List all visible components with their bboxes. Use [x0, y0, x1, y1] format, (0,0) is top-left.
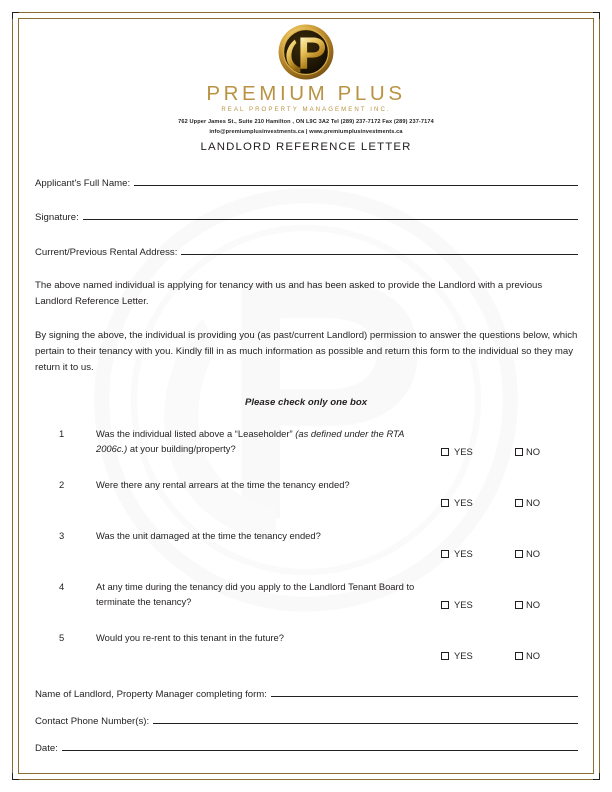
- intro-paragraph-1: The above named individual is applying for tenancy with us and has been asked to provide the Landlord with a previous Landlord Reference Letter.: [35, 280, 543, 308]
- field-label: Name of Landlord, Property Manager completing form:: [35, 689, 267, 700]
- answer-label-no: NO: [526, 446, 541, 457]
- answer-no-q4[interactable]: [515, 597, 540, 612]
- answer-label-yes: YES: [454, 497, 473, 508]
- answer-yes-q4[interactable]: [441, 597, 473, 612]
- field-write-line[interactable]: [83, 210, 578, 220]
- answer-yes-q2[interactable]: [441, 495, 473, 510]
- field-label: Date:: [35, 743, 58, 754]
- field-write-line[interactable]: [153, 714, 578, 724]
- question-number: 1: [59, 428, 65, 439]
- answer-label-no: NO: [526, 548, 541, 559]
- question-text-after: at your building/property?: [127, 443, 236, 455]
- checkbox-yes-icon[interactable]: [441, 448, 449, 456]
- field-label: Signature:: [35, 212, 79, 223]
- field-contact-phone-numbers[interactable]: [35, 714, 578, 727]
- field-applicant-full-name[interactable]: [35, 176, 578, 189]
- question-number: 2: [59, 479, 65, 490]
- answer-yes-q1[interactable]: [441, 444, 473, 459]
- checkbox-yes-icon[interactable]: [441, 550, 449, 558]
- letterhead: [0, 24, 612, 137]
- checkbox-no-icon[interactable]: [515, 499, 523, 507]
- checkbox-yes-icon[interactable]: [441, 652, 449, 660]
- checkbox-no-icon[interactable]: [515, 652, 523, 660]
- checkbox-no-icon[interactable]: [515, 448, 523, 456]
- contact-web-line: info@premiumplusinvestments.ca | www.premiumplusinvestments.ca: [209, 128, 403, 135]
- question-text: Was the unit damaged at the time the tenancy ended?: [96, 530, 321, 541]
- checkbox-no-icon[interactable]: [515, 601, 523, 609]
- checkbox-no-icon[interactable]: [515, 550, 523, 558]
- question-number: 4: [59, 581, 65, 592]
- brand-name: PREMIUM PLUS: [206, 82, 406, 105]
- field-landlord-name[interactable]: [35, 687, 578, 700]
- question-text: Were there any rental arrears at the time the tenancy ended?: [96, 479, 350, 490]
- field-write-line[interactable]: [62, 741, 578, 751]
- answer-no-q5[interactable]: [515, 648, 540, 663]
- checkbox-yes-icon[interactable]: [441, 499, 449, 507]
- field-write-line[interactable]: [271, 687, 578, 697]
- contact-address-line: 762 Upper James St., Suite 210 Hamilton , ON L9C 3A2 Tel (289) 237-7172 Fax (289) 237-7174: [178, 118, 434, 125]
- answer-no-q1[interactable]: [515, 444, 540, 459]
- question-number: 5: [59, 632, 65, 643]
- field-write-line[interactable]: [181, 245, 578, 255]
- intro-paragraph-2: By signing the above, the individual is providing you (as past/current Landlord) permission to answer the questions below, which pertain to their tenancy with you. Kindly fill in as much information as possible and return this form to the individual so they may return it to us.: [35, 330, 578, 374]
- answer-label-no: NO: [526, 599, 541, 610]
- answer-no-q2[interactable]: [515, 495, 540, 510]
- field-current-previous-rental-address[interactable]: [35, 245, 578, 258]
- question-number: 3: [59, 530, 65, 541]
- field-date[interactable]: [35, 741, 578, 754]
- question-text: [96, 426, 426, 456]
- check-instruction: Please check only one box: [244, 397, 368, 408]
- answer-label-yes: YES: [454, 446, 473, 457]
- question-text: Would you re-rent to this tenant in the future?: [96, 632, 284, 643]
- field-label: Current/Previous Rental Address:: [35, 247, 178, 258]
- premium-plus-coin-logo-icon: [278, 24, 334, 80]
- answer-label-yes: YES: [454, 599, 473, 610]
- field-write-line[interactable]: [134, 176, 578, 186]
- question-text-italic: (as defined under the RTA 2006c.): [96, 428, 404, 455]
- answer-label-yes: YES: [454, 548, 473, 559]
- question-text-before: Was the individual listed above a “Leaseholder”: [96, 428, 296, 439]
- field-signature[interactable]: [35, 210, 578, 223]
- brand-tagline: REAL PROPERTY MANAGEMENT INC.: [221, 105, 391, 113]
- answer-no-q3[interactable]: [515, 546, 540, 561]
- field-label: Contact Phone Number(s):: [35, 716, 150, 727]
- answer-label-no: NO: [526, 650, 541, 661]
- answer-yes-q5[interactable]: [441, 648, 473, 663]
- answer-yes-q3[interactable]: [441, 546, 473, 561]
- answer-label-yes: YES: [454, 650, 473, 661]
- answer-label-no: NO: [526, 497, 541, 508]
- question-text: At any time during the tenancy did you apply to the Landlord Tenant Board to terminate the tenancy?: [96, 581, 415, 608]
- field-label: Applicant's Full Name:: [35, 178, 131, 189]
- document-title: LANDLORD REFERENCE LETTER: [200, 141, 412, 153]
- checkbox-yes-icon[interactable]: [441, 601, 449, 609]
